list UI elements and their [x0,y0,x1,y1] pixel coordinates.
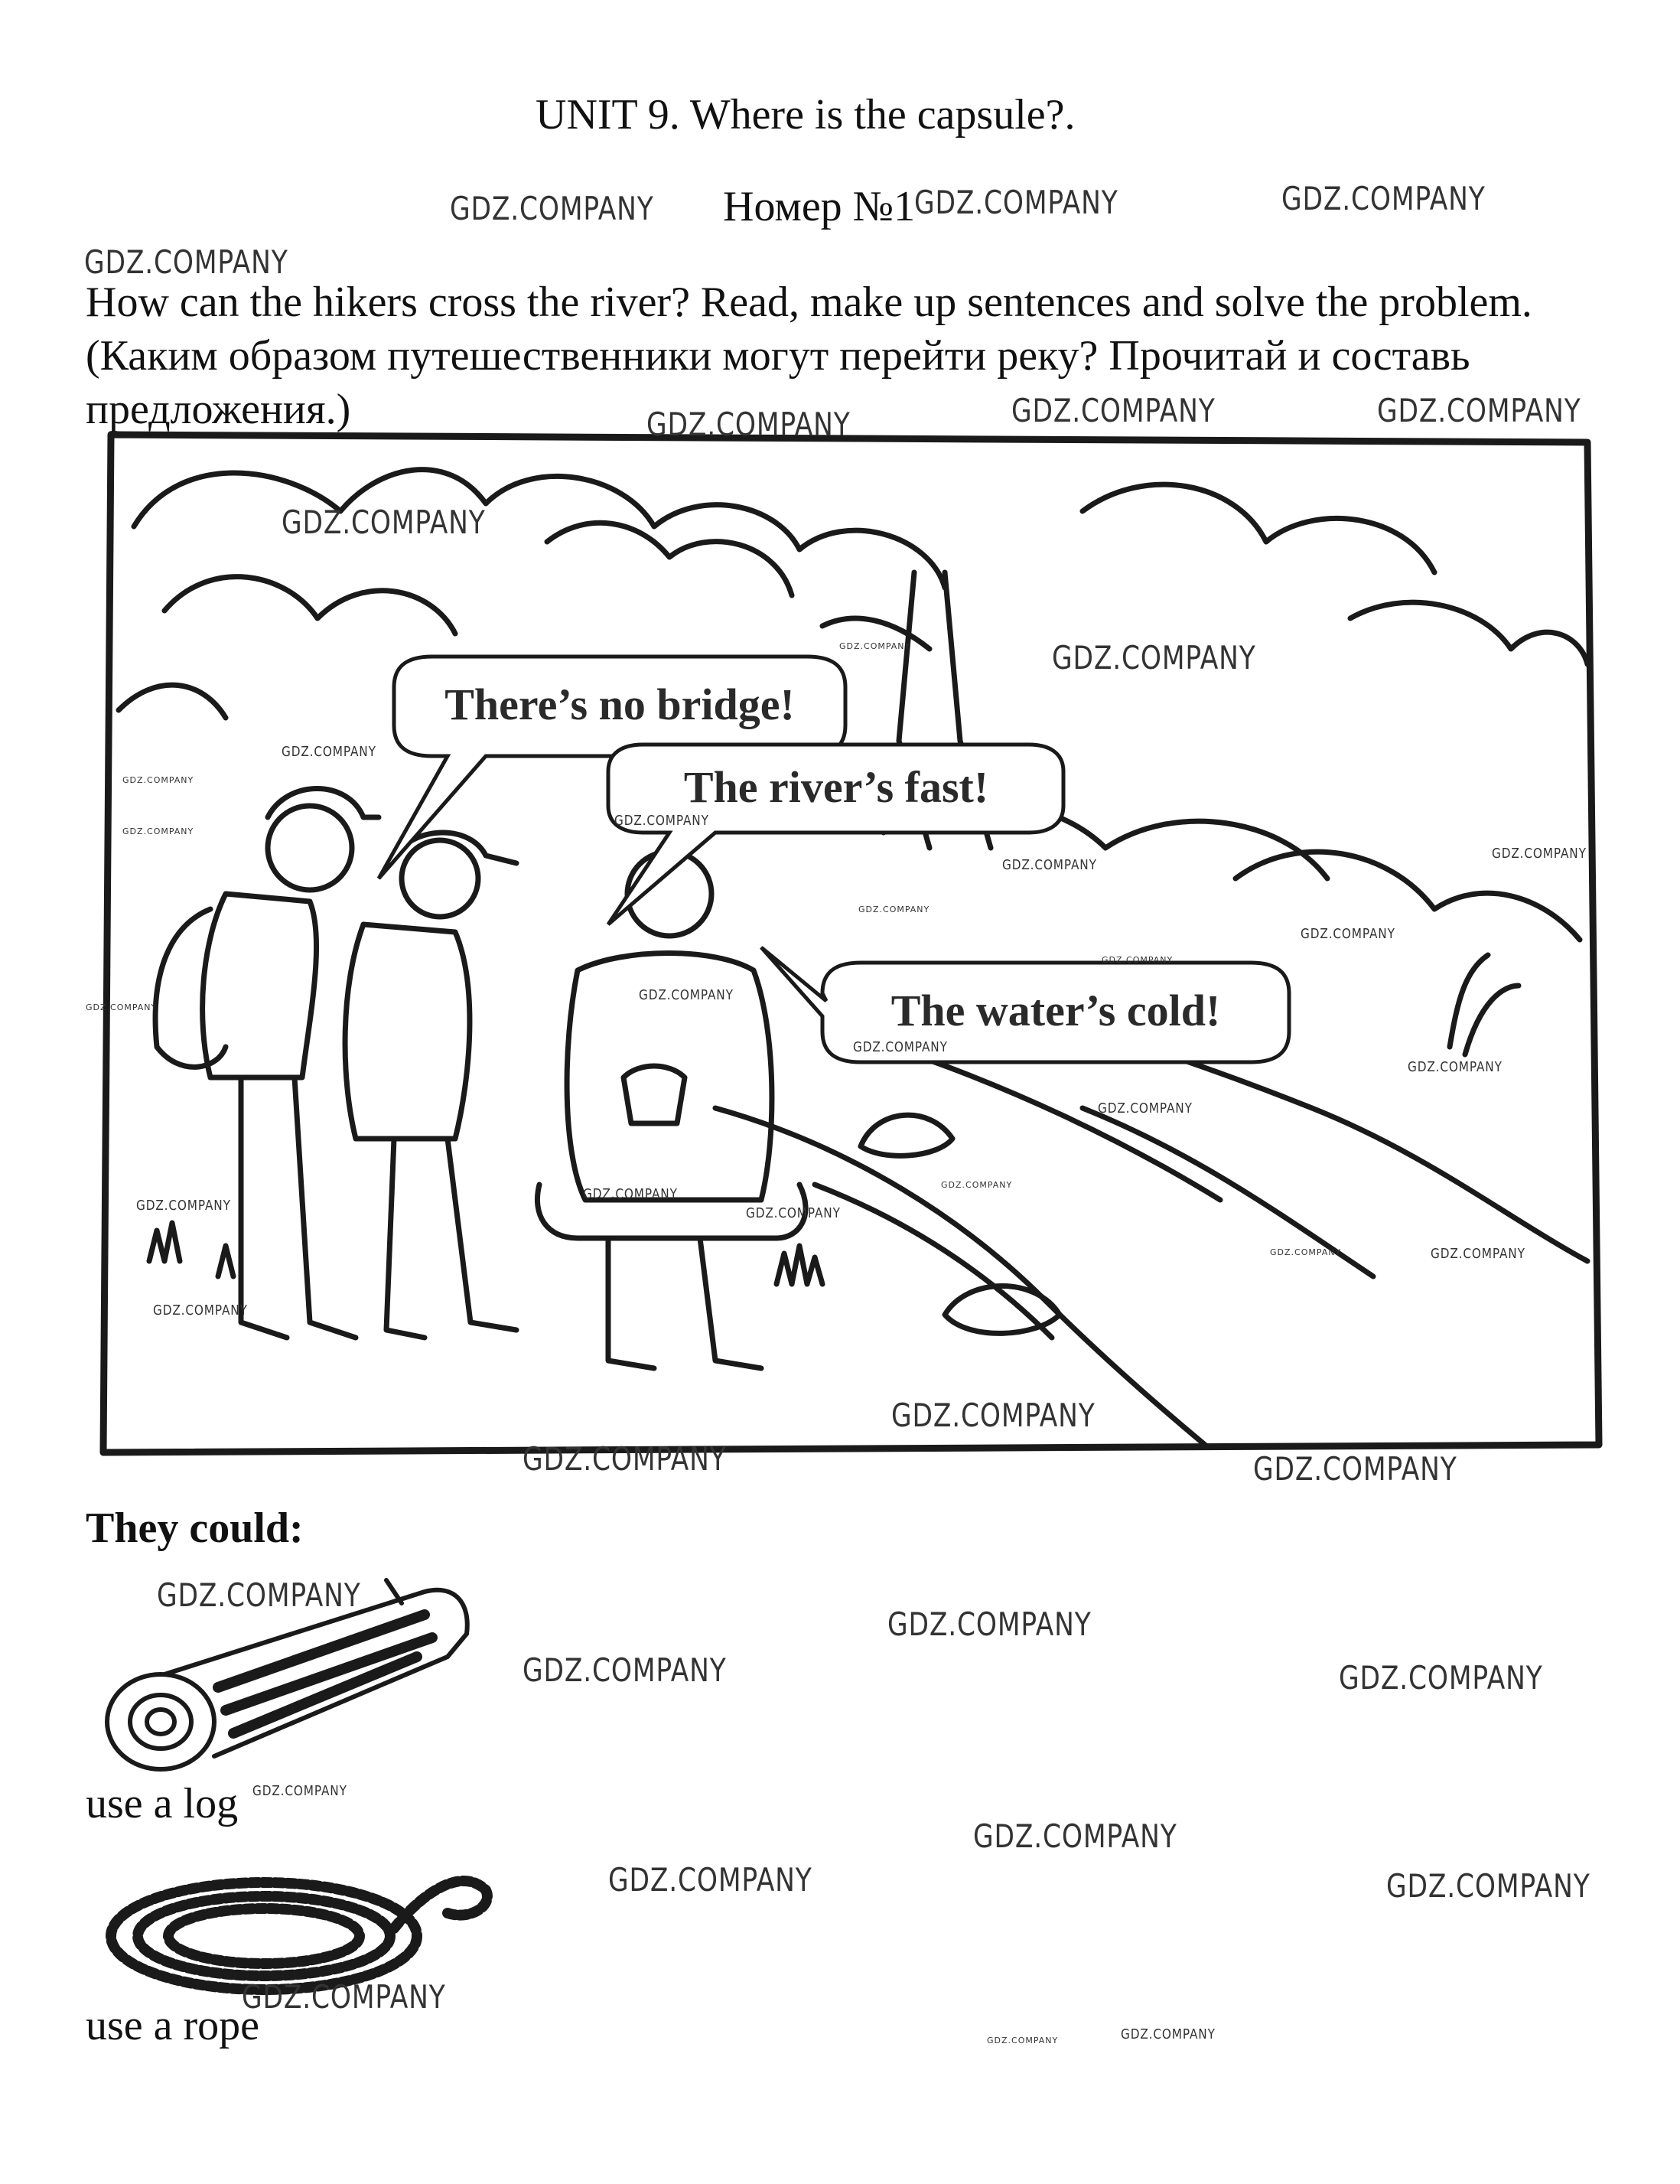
watermark: GDZ.COMPANY [282,504,486,541]
watermark: GDZ.COMPANY [583,1186,678,1202]
watermark: GDZ.COMPANY [941,1180,1013,1190]
watermark: GDZ.COMPANY [157,1576,361,1614]
watermark: GDZ.COMPANY [887,1605,1092,1643]
watermark: GDZ.COMPANY [122,826,194,836]
exercise-number: Номер №1 [723,183,916,230]
watermark: GDZ.COMPANY [1339,1659,1543,1697]
watermark: GDZ.COMPANY [858,905,930,914]
watermark: GDZ.COMPANY [1102,955,1174,965]
watermark: GDZ.COMPANY [1253,1450,1457,1488]
watermark: GDZ.COMPANY [136,1198,231,1214]
watermark: GDZ.COMPANY [891,1397,1096,1434]
watermark: GDZ.COMPANY [639,987,734,1003]
watermark: GDZ.COMPANY [1002,857,1097,873]
watermark: GDZ.COMPANY [86,1002,158,1012]
watermark: GDZ.COMPANY [987,2036,1059,2045]
watermark: GDZ.COMPANY [1270,1247,1342,1257]
watermark: GDZ.COMPANY [1408,1059,1503,1075]
watermark: GDZ.COMPANY [122,775,194,785]
watermark: GDZ.COMPANY [1431,1246,1525,1262]
option-caption-rope: use a rope [86,2002,260,2049]
watermark: GDZ.COMPANY [608,1861,812,1899]
speech-bubble-water-cold: The water’s cold! [890,986,1221,1035]
watermark: GDZ.COMPANY [614,813,709,829]
answer-heading: They could: [86,1504,304,1552]
watermark: GDZ.COMPANY [242,1978,446,2016]
watermark: GDZ.COMPANY [1281,180,1486,217]
watermark: GDZ.COMPANY [523,1440,727,1478]
watermark: GDZ.COMPANY [523,1651,727,1689]
watermark: GDZ.COMPANY [853,1039,948,1055]
unit-title: UNIT 9. Where is the capsule?. [536,91,1076,139]
speech-bubble-river-fast: The river’s fast! [683,762,989,812]
watermark: GDZ.COMPANY [1011,392,1216,429]
watermark: GDZ.COMPANY [1121,2026,1216,2042]
watermark: GDZ.COMPANY [252,1783,347,1799]
watermark: GDZ.COMPANY [153,1302,248,1319]
watermark: GDZ.COMPANY [973,1817,1177,1855]
watermark: GDZ.COMPANY [1301,926,1395,942]
watermark: GDZ.COMPANY [1492,846,1587,862]
watermark: GDZ.COMPANY [84,243,288,281]
watermark: GDZ.COMPANY [1052,639,1256,676]
watermark: GDZ.COMPANY [646,406,851,443]
exercise-instructions: How can the hikers cross the river? Read, make up sentences and solve the problem. (Каким образом путешественники могут перейти реку? Прочитай и составь предложения.) [86,279,1532,433]
watermark: GDZ.COMPANY [450,190,654,227]
option-caption-log: use a log [86,1780,239,1827]
watermark: GDZ.COMPANY [1377,392,1581,429]
watermark: GDZ.COMPANY [1098,1100,1193,1116]
watermark: GDZ.COMPANY [914,184,1118,221]
watermark: GDZ.COMPANY [839,641,911,651]
watermark: GDZ.COMPANY [282,744,376,760]
speech-bubble-no-bridge: There’s no bridge! [444,680,795,729]
watermark: GDZ.COMPANY [746,1205,841,1221]
watermark: GDZ.COMPANY [1386,1867,1590,1905]
